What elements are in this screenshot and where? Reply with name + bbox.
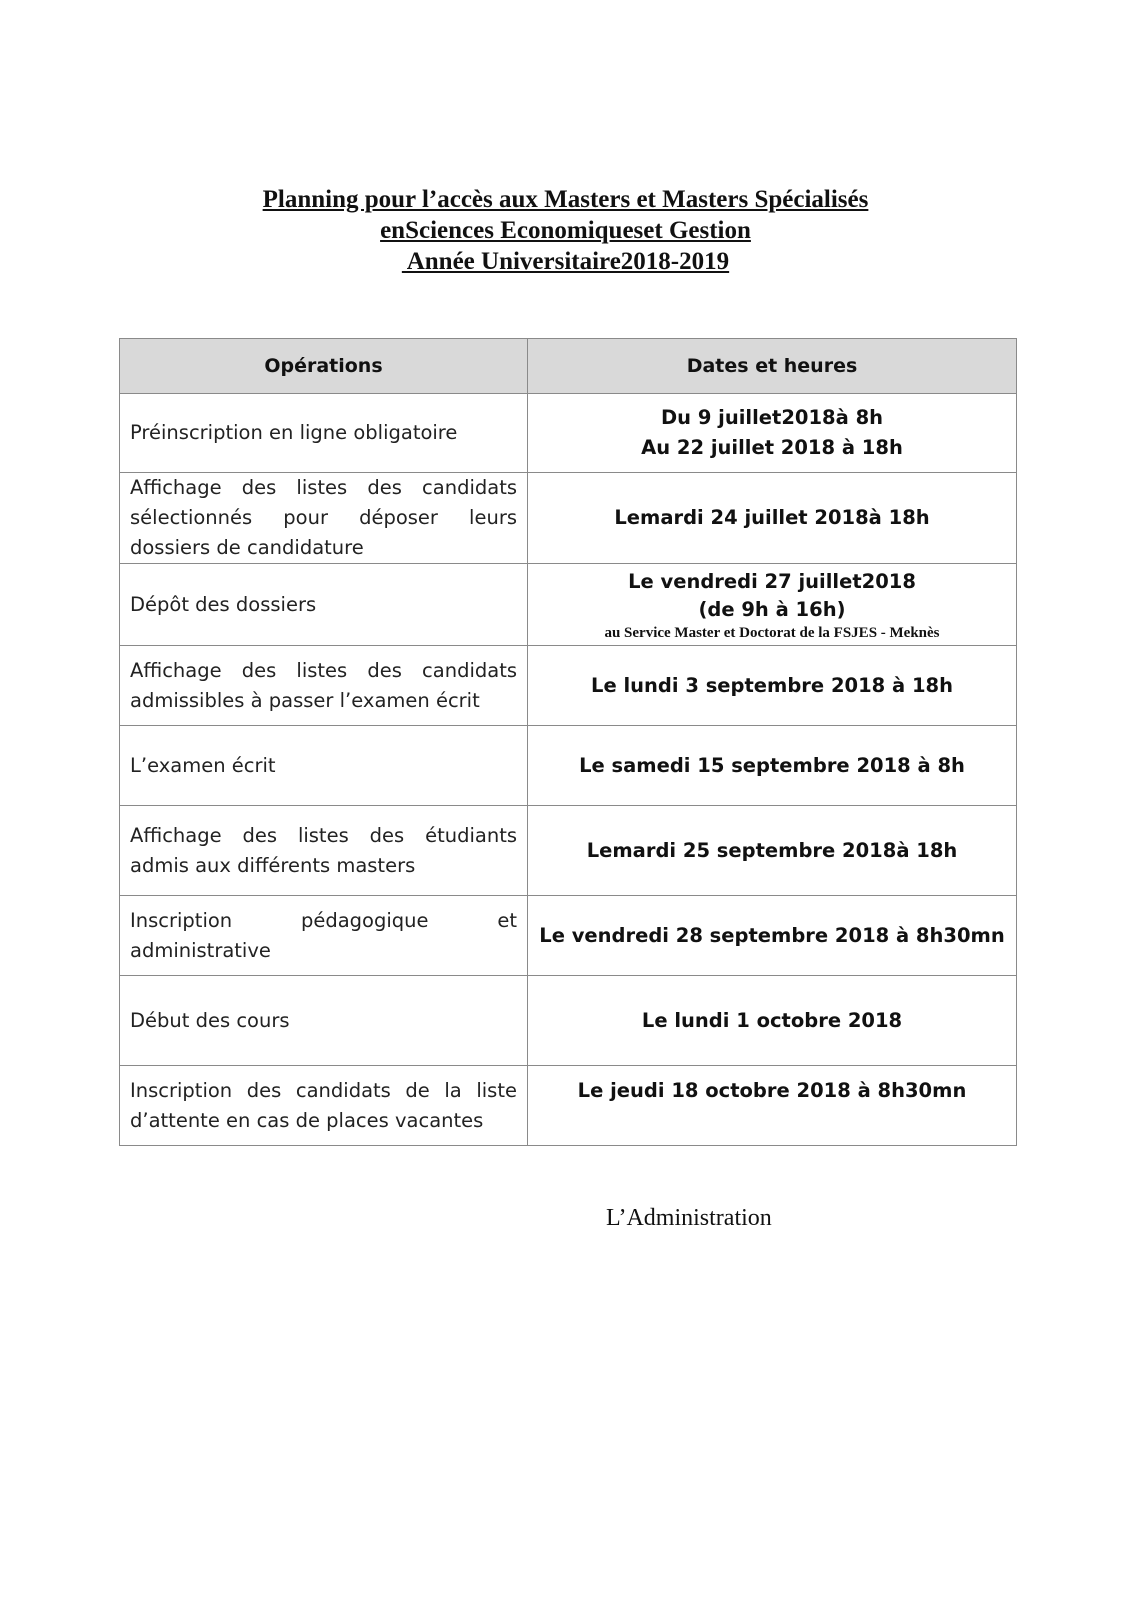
date-cell: Le lundi 3 septembre 2018 à 18h bbox=[528, 646, 1017, 726]
operation-cell: Dépôt des dossiers bbox=[120, 564, 528, 646]
table-row bbox=[120, 646, 1017, 726]
date-cell: Lemardi 25 septembre 2018à 18h bbox=[528, 806, 1017, 896]
operation-cell: Affichage des listes des étudiants admis aux différents masters bbox=[120, 806, 528, 896]
date-line: Au 22 juillet 2018 à 18h bbox=[641, 436, 903, 459]
table-row bbox=[120, 1066, 1017, 1146]
date-cell bbox=[528, 564, 1017, 646]
title-line-2: enSciences Economiqueset Gestion bbox=[380, 217, 751, 244]
table-row bbox=[120, 394, 1017, 473]
date-cell: Le jeudi 18 octobre 2018 à 8h30mn bbox=[528, 1066, 1017, 1146]
planning-table bbox=[119, 338, 1017, 1146]
date-cell: Le samedi 15 septembre 2018 à 8h bbox=[528, 726, 1017, 806]
table-header-row bbox=[120, 339, 1017, 394]
table-row bbox=[120, 473, 1017, 564]
table-row bbox=[120, 726, 1017, 806]
date-line: Du 9 juillet2018à 8h bbox=[660, 406, 884, 429]
operation-cell: Inscription des candidats de la liste d’attente en cas de places vacantes bbox=[120, 1066, 528, 1146]
table-row bbox=[120, 976, 1017, 1066]
title-line-3: Année Universitaire2018-2019 bbox=[401, 248, 730, 275]
table-row bbox=[120, 564, 1017, 646]
table-row bbox=[120, 896, 1017, 976]
table-row bbox=[120, 806, 1017, 896]
header-operations: Opérations bbox=[120, 339, 528, 394]
date-cell: Lemardi 24 juillet 2018à 18h bbox=[528, 473, 1017, 564]
header-dates: Dates et heures bbox=[528, 339, 1017, 394]
location-note: au Service Master et Doctorat de la FSJES - Meknès bbox=[604, 624, 940, 641]
operation-cell: Préinscription en ligne obligatoire bbox=[120, 394, 528, 473]
document-title bbox=[0, 184, 1131, 277]
operation-cell: Début des cours bbox=[120, 976, 528, 1066]
date-cell: Le lundi 1 octobre 2018 bbox=[528, 976, 1017, 1066]
operation-cell: Inscription pédagogique et administrative bbox=[120, 896, 528, 976]
signature: L’Administration bbox=[606, 1205, 772, 1231]
date-cell bbox=[528, 394, 1017, 473]
operation-cell: Affichage des listes des candidats sélectionnés pour déposer leurs dossiers de candidature bbox=[120, 473, 528, 564]
title-line-1: Planning pour l’accès aux Masters et Masters Spécialisés bbox=[262, 186, 869, 213]
date-line: (de 9h à 16h) bbox=[698, 597, 846, 621]
operation-cell: L’examen écrit bbox=[120, 726, 528, 806]
date-line: Le vendredi 27 juillet2018 bbox=[628, 569, 916, 593]
operation-cell: Affichage des listes des candidats admissibles à passer l’examen écrit bbox=[120, 646, 528, 726]
date-cell: Le vendredi 28 septembre 2018 à 8h30mn bbox=[528, 896, 1017, 976]
